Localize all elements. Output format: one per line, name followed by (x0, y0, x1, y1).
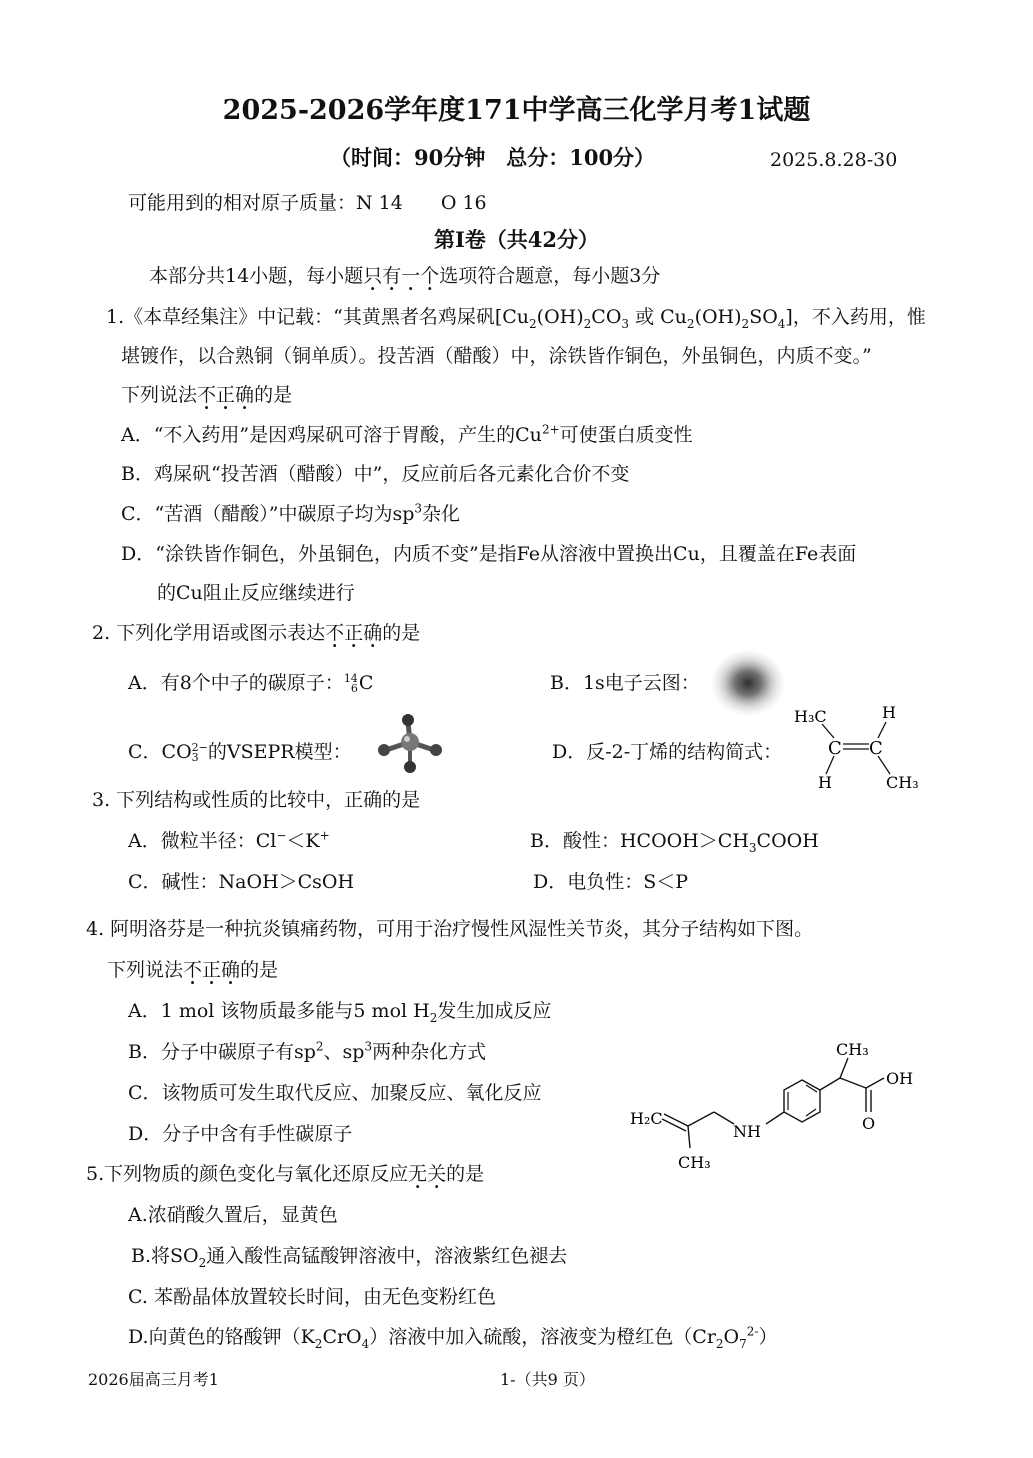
q5-option-c[interactable]: C. 苯酚晶体放置较长时间，由无色变粉红色 (128, 1286, 496, 1308)
q3-option-a[interactable]: A．微粒半径：Cl−＜K+ (128, 828, 330, 852)
q1-option-b[interactable]: B．鸡屎矾“投苦酒（醋酸）中”，反应前后各元素化合价不变 (121, 463, 630, 485)
footer-page-number: 1-（共9 页） (500, 1370, 595, 1389)
exam-subtitle: （时间：90分钟 总分：100分） (330, 145, 656, 170)
isotope-notation: 14 6 (343, 672, 358, 695)
section-instructions (149, 264, 660, 288)
emphasis-char: 个 (420, 265, 440, 287)
struct-h-top: H (882, 703, 896, 722)
trans-2-butene-structure (792, 700, 927, 795)
q2-option-c[interactable]: C．CO 2− 3 的VSEPR模型： (128, 741, 352, 764)
q4-stem-line2: 下列说法不正确的是 (107, 959, 279, 981)
ion-notation: 2− 3 (191, 741, 208, 764)
q1-stem-line1: 1.《本草经集注》中记载：“其黄黑者名鸡屎矾[$Cu_2(OH)_2CO_3$ 或 $Cu_2(OH)_2SO_4$]，不入药用，惟 (106, 306, 926, 331)
mol-nh: NH (733, 1122, 761, 1141)
mol-ch3-top: CH₃ (836, 1040, 869, 1059)
emphasis-char: 只 (363, 265, 383, 287)
exam-date: 2025.8.28-30 (770, 149, 898, 171)
q5-option-d[interactable]: D.向黄色的铬酸钾$(K_2CrO_4)$溶液中加入硫酸，溶液变为橙红色$(Cr_2O_7^{2-})$ (128, 1324, 778, 1351)
q4-stem: 4. 阿明洛芬是一种抗炎镇痛药物，可用于治疗慢性风湿性关节炎，其分子结构如下图。 (86, 918, 814, 940)
q3-option-d[interactable]: D．电负性：S＜P (533, 871, 689, 893)
struct-c2: C (869, 738, 883, 759)
q4-option-c[interactable]: C．该物质可发生取代反应、加聚反应、氧化反应 (128, 1082, 542, 1104)
q1-option-d[interactable]: D．“涂铁皆作铜色，外虽铜色，内质不变”是指Fe从溶液中置换出Cu，且覆盖在Fe表面 (121, 543, 857, 565)
q1-option-d-cont: 的Cu阻止反应继续进行 (157, 582, 355, 604)
struct-c1: C (828, 738, 842, 759)
q2-stem: 2. 下列化学用语或图示表达不正确的是 (92, 622, 421, 644)
struct-ch3: CH₃ (886, 773, 919, 792)
mol-oh: OH (886, 1069, 914, 1088)
q3-stem: 3. 下列结构或性质的比较中，正确的是 (92, 789, 421, 811)
q5-option-a[interactable]: A.浓硝酸久置后，显黄色 (128, 1204, 338, 1226)
atomic-mass-note: 可能用到的相对原子质量：N 14 O 16 (128, 192, 487, 214)
struct-h-bot: H (818, 773, 832, 792)
q3-option-b[interactable]: B．酸性：$HCOOH>CH_3COOH$ (530, 830, 819, 855)
instructions-text: 本部分共14小题，每小题 (149, 265, 364, 287)
exam-title: 2025-2026学年度171中学高三化学月考1试题 (222, 95, 811, 126)
vsepr-model-image (374, 712, 446, 774)
electron-cloud-image (708, 648, 788, 718)
struct-h3c: H₃C (794, 707, 827, 726)
q5-option-b[interactable]: B.将$SO_2$通入酸性高锰酸钾溶液中，溶液紫红色褪去 (131, 1245, 568, 1270)
section-title: 第Ⅰ卷（共42分） (433, 227, 600, 252)
q5-stem: 5.下列物质的颜色变化与氧化还原反应无关的是 (86, 1163, 485, 1185)
q1-option-c[interactable]: C．“苦酒（醋酸）”中碳原子均为$sp^3$杂化 (121, 501, 461, 525)
instructions-text: 选项符合题意，每小题3分 (439, 265, 661, 287)
q1-option-a[interactable]: A．“不入药用”是因鸡屎矾可溶于胃酸，产生的$Cu^{2+}$可使蛋白质变性 (121, 422, 693, 446)
q3-option-c[interactable]: C．碱性：NaOH＞CsOH (128, 871, 355, 893)
q2-option-a[interactable]: A．有8个中子的碳原子： 14 6 C (128, 672, 374, 695)
q2-option-d[interactable]: D．反-2-丁烯的结构简式： (552, 741, 783, 763)
q4-option-a[interactable]: A．1 mol 该物质最多能与5 mol $H_2$发生加成反应 (128, 1000, 552, 1025)
emphasis-char: 有 (382, 265, 402, 287)
q1-stem-line3: 下列说法不正确的是 (121, 384, 293, 406)
mol-ch3-bot: CH₃ (678, 1153, 711, 1172)
aminoprofen-structure (626, 1036, 926, 1176)
q4-option-b[interactable]: B．分子中碳原子有$sp^2$、$sp^3$两种杂化方式 (128, 1039, 487, 1063)
mol-h2c: H₂C (630, 1109, 663, 1128)
mol-o: O (862, 1114, 876, 1133)
emphasis-char: 一 (401, 265, 421, 287)
q2-option-b[interactable]: B．1s电子云图： (550, 672, 700, 694)
footer-exam-name: 2026届高三月考1 (88, 1370, 219, 1389)
q4-option-d[interactable]: D．分子中含有手性碳原子 (128, 1123, 353, 1145)
q1-stem-line2: 堪镀作，以合熟铜（铜单质）。投苦酒（醋酸）中，涂铁皆作铜色，外虽铜色，内质不变。” (121, 345, 872, 367)
